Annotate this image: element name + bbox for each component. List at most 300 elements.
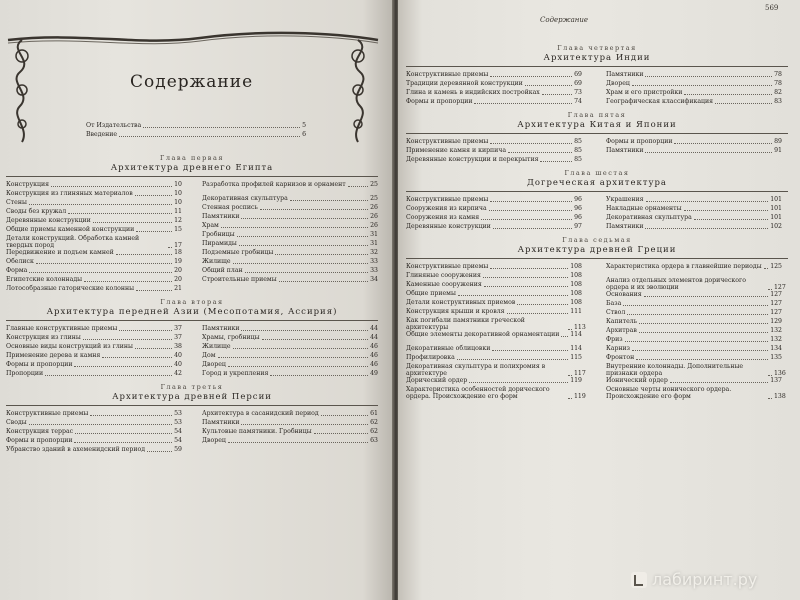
toc-entry-title: Капитель xyxy=(606,318,638,325)
leader-dots xyxy=(568,329,572,330)
ornamental-header-bar xyxy=(0,30,384,48)
toc-entry-page: 53 xyxy=(174,410,182,417)
toc-entry-title: Формы и пропорции xyxy=(6,361,73,368)
chapter-rule xyxy=(6,176,378,177)
toc-entry[interactable] xyxy=(406,205,582,212)
leader-dots xyxy=(241,330,368,331)
toc-entry[interactable] xyxy=(202,361,378,368)
leader-dots xyxy=(348,186,368,187)
toc-entry-page: 115 xyxy=(570,354,582,361)
chapter-label: Глава седьмая xyxy=(562,236,632,244)
toc-entry[interactable] xyxy=(202,352,378,359)
leader-dots xyxy=(645,152,772,153)
leader-dots xyxy=(684,210,769,211)
left-page xyxy=(0,0,394,600)
toc-entry-page: 83 xyxy=(774,98,782,105)
leader-dots xyxy=(540,161,572,162)
running-title: Содержание xyxy=(540,16,589,24)
toc-entry[interactable] xyxy=(406,223,582,230)
toc-entry-title: Дом xyxy=(202,352,216,359)
toc-entry[interactable] xyxy=(406,299,582,306)
toc-entry-page: 108 xyxy=(570,290,582,297)
toc-entry-page: 134 xyxy=(770,345,782,352)
toc-entry-page: 11 xyxy=(174,208,182,215)
leader-dots xyxy=(275,254,368,255)
toc-entry[interactable] xyxy=(86,131,306,138)
toc-entry-title: Гробницы xyxy=(202,231,235,238)
toc-entry-title: Храм xyxy=(202,222,219,229)
toc-entry-title: Стенная роспись xyxy=(202,204,258,211)
toc-entry-title: Пропорции xyxy=(6,370,44,377)
toc-entry-title: Сооружения из камня xyxy=(406,214,480,221)
toc-entry[interactable] xyxy=(202,267,378,274)
toc-entry-title: Деревянные конструкции и перекрытия xyxy=(406,156,539,163)
toc-entry-page: 111 xyxy=(570,308,582,315)
toc-entry-title: Географическая классификация xyxy=(606,98,714,105)
toc-entry[interactable] xyxy=(6,361,182,368)
toc-entry[interactable] xyxy=(606,263,782,270)
toc-entry-title: Конструктивные приемы xyxy=(406,138,489,145)
leader-dots xyxy=(228,442,368,443)
leader-dots xyxy=(639,323,768,324)
leader-dots xyxy=(29,272,172,273)
toc-entry-title: Конструкция крыши и кровля xyxy=(406,308,505,315)
chapter-title: Догреческая архитектура xyxy=(526,178,668,188)
toc-entry-title: Общие приемы xyxy=(406,290,456,297)
toc-entry[interactable] xyxy=(6,343,182,350)
toc-entry[interactable] xyxy=(406,263,582,270)
toc-entry[interactable] xyxy=(606,291,782,298)
leader-dots xyxy=(469,382,568,383)
toc-entry-title: Конструкция из глиняных материалов xyxy=(6,190,133,197)
toc-entry[interactable] xyxy=(606,309,782,316)
toc-entry[interactable] xyxy=(6,419,182,426)
toc-entry[interactable] xyxy=(406,147,582,154)
toc-entry-page: 69 xyxy=(574,80,582,87)
chapter-rule xyxy=(6,320,378,321)
leader-dots xyxy=(321,415,368,416)
toc-entry[interactable] xyxy=(606,345,782,352)
toc-entry-title: Конструктивные приемы xyxy=(406,196,489,203)
leader-dots xyxy=(694,219,768,220)
toc-entry-page: 138 xyxy=(774,393,786,400)
toc-entry[interactable] xyxy=(406,80,582,87)
leader-dots xyxy=(29,424,172,425)
leader-dots xyxy=(45,375,172,376)
toc-entry[interactable] xyxy=(606,71,782,78)
leader-dots xyxy=(632,85,772,86)
leader-dots xyxy=(74,366,172,367)
toc-entry-page: 21 xyxy=(174,285,182,292)
toc-entry[interactable] xyxy=(606,223,782,230)
chapter-title: Архитектура передней Азии (Месопотамия, Ассирия) xyxy=(46,307,338,317)
toc-entry-title: Формы и пропорции xyxy=(6,437,73,444)
toc-entry-page: 40 xyxy=(174,361,182,368)
toc-entry[interactable] xyxy=(202,343,378,350)
toc-entry-page: 5 xyxy=(302,122,306,129)
leader-dots xyxy=(490,143,572,144)
toc-entry[interactable] xyxy=(606,318,782,325)
leader-dots xyxy=(457,359,568,360)
toc-entry-title: Архитрав xyxy=(606,327,637,334)
leader-dots xyxy=(262,339,369,340)
toc-entry-page: 12 xyxy=(174,217,182,224)
chapter-rule xyxy=(406,258,788,259)
leader-dots xyxy=(36,263,172,264)
toc-entry-title: Храм и его пристройки xyxy=(606,89,683,96)
toc-entry[interactable] xyxy=(606,80,782,87)
leader-dots xyxy=(119,136,300,137)
toc-entry[interactable] xyxy=(6,258,182,265)
toc-entry[interactable] xyxy=(406,345,582,352)
toc-entry-page: 127 xyxy=(770,291,782,298)
leader-dots xyxy=(474,103,572,104)
toc-entry[interactable] xyxy=(606,214,782,221)
toc-entry-title: Конструктивные приемы xyxy=(406,263,489,270)
toc-entry[interactable] xyxy=(202,276,378,283)
toc-entry-title: Декоративная скульптура xyxy=(606,214,692,221)
toc-entry-title: Сооружения из кирпича xyxy=(406,205,487,212)
toc-entry-title: Конструкция террас xyxy=(6,428,74,435)
toc-entry-title: Разработка профилей карнизов и орнамент xyxy=(202,181,346,188)
toc-entry[interactable] xyxy=(406,272,582,279)
toc-entry-page: 26 xyxy=(370,204,378,211)
toc-entry[interactable] xyxy=(6,410,182,417)
toc-entry-page: 26 xyxy=(370,213,378,220)
leader-dots xyxy=(458,295,568,296)
toc-entry[interactable] xyxy=(202,334,378,341)
toc-entry-page: 46 xyxy=(370,361,378,368)
toc-entry-page: 46 xyxy=(370,343,378,350)
chapter-title: Архитектура древней Персии xyxy=(112,392,272,402)
toc-entry[interactable] xyxy=(606,89,782,96)
leader-dots xyxy=(623,305,768,306)
toc-title: Содержание xyxy=(130,72,254,92)
leader-dots xyxy=(632,350,768,351)
right-ornament-icon xyxy=(340,36,376,146)
leader-dots xyxy=(143,127,300,128)
toc-entry-page: 127 xyxy=(770,309,782,316)
toc-entry[interactable] xyxy=(406,156,582,163)
toc-entry-title: Детали конструктивных приемов xyxy=(406,299,516,306)
leader-dots xyxy=(674,143,772,144)
toc-entry[interactable] xyxy=(406,71,582,78)
toc-entry-page: 20 xyxy=(174,276,182,283)
toc-entry[interactable] xyxy=(202,204,378,211)
toc-entry[interactable] xyxy=(6,370,182,377)
toc-entry[interactable] xyxy=(202,437,378,444)
toc-entry-title: Характеристика ордера в главнейшие периоды xyxy=(606,263,762,270)
toc-entry-page: 108 xyxy=(570,272,582,279)
toc-entry-title: Город и укрепления xyxy=(202,370,269,377)
toc-entry-title: Стены xyxy=(6,199,27,206)
toc-entry-title: Как погибали памятники греческой архитектуры xyxy=(406,317,525,331)
toc-entry[interactable] xyxy=(406,331,582,338)
toc-entry-title: Формы и пропорции xyxy=(606,138,673,145)
toc-entry[interactable] xyxy=(406,308,582,315)
leader-dots xyxy=(493,228,572,229)
toc-entry[interactable] xyxy=(606,147,782,154)
toc-entry-title: Жилище xyxy=(202,343,231,350)
toc-entry[interactable] xyxy=(406,196,582,203)
leader-dots xyxy=(237,236,368,237)
toc-entry[interactable] xyxy=(406,138,582,145)
toc-entry-page: 85 xyxy=(574,156,582,163)
toc-entry[interactable] xyxy=(202,410,378,417)
leader-dots xyxy=(147,451,172,452)
toc-entry-page: 73 xyxy=(574,89,582,96)
toc-entry[interactable] xyxy=(406,317,586,331)
toc-entry[interactable] xyxy=(6,199,182,206)
toc-entry-page: 10 xyxy=(174,199,182,206)
toc-entry[interactable] xyxy=(606,277,786,291)
toc-entry[interactable] xyxy=(6,437,182,444)
leader-dots xyxy=(136,290,172,291)
toc-entry[interactable] xyxy=(406,386,586,400)
toc-entry-page: 101 xyxy=(770,205,782,212)
toc-entry[interactable] xyxy=(202,181,378,188)
toc-entry[interactable] xyxy=(6,334,182,341)
toc-entry-title: Общий план xyxy=(202,267,243,274)
toc-entry-title: Декоративная скульптура и полихромия в архитектуре xyxy=(406,363,546,377)
toc-entry[interactable] xyxy=(606,196,782,203)
toc-entry[interactable] xyxy=(6,276,182,283)
toc-entry-title: Передвижение и подъем камней xyxy=(6,249,114,256)
leader-dots xyxy=(279,281,368,282)
toc-entry-page: 82 xyxy=(774,89,782,96)
toc-entry[interactable] xyxy=(6,352,182,359)
toc-entry[interactable] xyxy=(202,419,378,426)
toc-entry[interactable] xyxy=(606,205,782,212)
toc-entry[interactable] xyxy=(606,98,782,105)
toc-entry[interactable] xyxy=(606,300,782,307)
leader-dots xyxy=(644,296,768,297)
toc-entry[interactable] xyxy=(406,214,582,221)
leader-dots xyxy=(218,357,369,358)
leader-dots xyxy=(670,382,768,383)
toc-entry[interactable] xyxy=(6,267,182,274)
toc-entry-page: 40 xyxy=(174,352,182,359)
toc-entry-page: 42 xyxy=(174,370,182,377)
toc-entry[interactable] xyxy=(606,377,782,384)
toc-entry[interactable] xyxy=(406,354,582,361)
toc-entry-title: Введение xyxy=(86,131,118,138)
toc-entry[interactable] xyxy=(406,363,586,377)
toc-entry-page: 61 xyxy=(370,410,378,417)
toc-entry[interactable] xyxy=(406,290,582,297)
toc-entry-page: 15 xyxy=(174,226,182,233)
chapter-label: Глава четвертая xyxy=(557,44,637,52)
toc-entry[interactable] xyxy=(406,89,582,96)
leader-dots xyxy=(136,231,172,232)
toc-entry-title: Обелиск xyxy=(6,258,34,265)
toc-entry[interactable] xyxy=(202,195,378,202)
toc-entry-page: 18 xyxy=(174,249,182,256)
toc-entry-page: 125 xyxy=(770,263,782,270)
toc-entry[interactable] xyxy=(6,446,182,453)
toc-entry-page: 62 xyxy=(370,419,378,426)
leader-dots xyxy=(507,313,569,314)
toc-entry-title: Формы и пропорции xyxy=(406,98,473,105)
leader-dots xyxy=(568,398,572,399)
toc-entry[interactable] xyxy=(606,363,786,377)
toc-entry-title: Фронтон xyxy=(606,354,635,361)
toc-entry-title: Храмы, гробницы xyxy=(202,334,260,341)
toc-entry[interactable] xyxy=(6,285,182,292)
toc-entry-page: 89 xyxy=(774,138,782,145)
toc-entry-page: 31 xyxy=(370,240,378,247)
toc-entry[interactable] xyxy=(202,231,378,238)
toc-entry[interactable] xyxy=(406,98,582,105)
leader-dots xyxy=(241,218,368,219)
leader-dots xyxy=(233,263,369,264)
toc-entry-title: Общие элементы декоративной орнаментации xyxy=(406,331,560,338)
toc-entry-page: 96 xyxy=(574,214,582,221)
toc-entry-title: Декоративная скульптура xyxy=(202,195,288,202)
toc-entry-title: Конструктивные приемы xyxy=(406,71,489,78)
leader-dots xyxy=(684,94,772,95)
toc-entry[interactable] xyxy=(6,226,182,233)
toc-entry[interactable] xyxy=(606,327,782,334)
leader-dots xyxy=(233,348,369,349)
toc-entry-page: 59 xyxy=(174,446,182,453)
toc-entry-page: 54 xyxy=(174,437,182,444)
chapter-label: Глава третья xyxy=(160,383,224,391)
toc-entry[interactable] xyxy=(202,325,378,332)
toc-entry[interactable] xyxy=(606,138,782,145)
toc-entry[interactable] xyxy=(6,235,182,249)
toc-entry[interactable] xyxy=(202,258,378,265)
toc-entry-title: Деревянные конструкции xyxy=(6,217,91,224)
toc-entry-page: 69 xyxy=(574,71,582,78)
toc-entry[interactable] xyxy=(202,370,378,377)
leader-dots xyxy=(93,222,172,223)
toc-entry-title: Каменные сооружения xyxy=(406,281,482,288)
leader-dots xyxy=(645,228,768,229)
leader-dots xyxy=(492,350,568,351)
toc-entry[interactable] xyxy=(6,217,182,224)
toc-entry-title: Деревянные конструкции xyxy=(406,223,491,230)
toc-entry-title: Пирамиды xyxy=(202,240,237,247)
toc-entry-title: Профилировка xyxy=(406,354,455,361)
toc-entry-title: Фриз xyxy=(606,336,623,343)
toc-entry-page: 114 xyxy=(570,345,582,352)
toc-entry[interactable] xyxy=(406,281,582,288)
toc-entry-page: 97 xyxy=(574,223,582,230)
toc-entry-page: 33 xyxy=(370,267,378,274)
toc-entry-page: 10 xyxy=(174,190,182,197)
toc-entry[interactable] xyxy=(606,386,786,400)
toc-entry-title: Внутренние колоннады. Дополнительные признаки ордера xyxy=(606,363,744,377)
toc-entry-page: 129 xyxy=(770,318,782,325)
toc-entry-page: 78 xyxy=(774,80,782,87)
toc-entry-page: 6 xyxy=(302,131,306,138)
leader-dots xyxy=(490,76,572,77)
toc-entry-page: 91 xyxy=(774,147,782,154)
chapter-label: Глава пятая xyxy=(567,111,627,119)
toc-entry-title: Дворец xyxy=(202,361,226,368)
toc-entry-title: Дорический ордер xyxy=(406,377,468,384)
toc-entry-page: 127 xyxy=(774,284,786,291)
toc-entry-title: Культовые памятники. Гробницы xyxy=(202,428,312,435)
leader-dots xyxy=(270,375,368,376)
left-ornament-icon xyxy=(4,36,40,146)
toc-entry-page: 85 xyxy=(574,147,582,154)
leader-dots xyxy=(51,186,172,187)
toc-entry[interactable] xyxy=(202,240,378,247)
toc-entry-page: 127 xyxy=(770,300,782,307)
toc-entry-title: Традиции деревянной конструкции xyxy=(406,80,523,87)
toc-entry-page: 10 xyxy=(174,181,182,188)
leader-dots xyxy=(83,339,172,340)
leader-dots xyxy=(627,314,768,315)
toc-entry[interactable] xyxy=(6,325,182,332)
toc-entry-page: 137 xyxy=(770,377,782,384)
toc-entry-title: Дворец xyxy=(606,80,630,87)
toc-entry-title: Глина и камень в индийских постройках xyxy=(406,89,540,96)
toc-entry-title: Декоративные облицовки xyxy=(406,345,491,352)
leader-dots xyxy=(90,415,172,416)
toc-entry-page: 19 xyxy=(174,258,182,265)
toc-entry-page: 132 xyxy=(770,336,782,343)
watermark: лабиринт.ру xyxy=(652,570,758,589)
toc-entry-page: 46 xyxy=(370,352,378,359)
toc-entry-title: Памятники xyxy=(202,325,240,332)
toc-entry-page: 85 xyxy=(574,138,582,145)
toc-entry-page: 62 xyxy=(370,428,378,435)
toc-entry-title: Украшения xyxy=(606,196,644,203)
toc-entry-title: Форма xyxy=(6,267,28,274)
toc-entry[interactable] xyxy=(86,122,306,129)
toc-entry-page: 74 xyxy=(574,98,582,105)
leader-dots xyxy=(542,94,572,95)
toc-entry[interactable] xyxy=(6,190,182,197)
toc-entry-title: Карниз xyxy=(606,345,631,352)
toc-entry[interactable] xyxy=(202,222,378,229)
leader-dots xyxy=(68,213,172,214)
leader-dots xyxy=(75,433,172,434)
leader-dots xyxy=(646,201,769,202)
leader-dots xyxy=(314,433,368,434)
leader-dots xyxy=(639,332,768,333)
toc-entry-page: 136 xyxy=(774,370,786,377)
toc-entry[interactable] xyxy=(606,354,782,361)
leader-dots xyxy=(764,268,769,269)
chapter-rule xyxy=(406,191,788,192)
toc-entry[interactable] xyxy=(202,249,378,256)
toc-entry-title: Памятники xyxy=(202,419,240,426)
toc-entry[interactable] xyxy=(202,213,378,220)
leader-dots xyxy=(135,348,172,349)
chapter-rule xyxy=(406,133,788,134)
leader-dots xyxy=(290,200,368,201)
leader-dots xyxy=(568,375,572,376)
toc-entry[interactable] xyxy=(406,377,582,384)
toc-entry-page: 135 xyxy=(770,354,782,361)
leader-dots xyxy=(260,209,368,210)
toc-entry[interactable] xyxy=(606,336,782,343)
chapter-rule xyxy=(406,66,788,67)
toc-entry-title: Применение дерева и камня xyxy=(6,352,101,359)
chapter-title: Архитектура Индии xyxy=(543,53,651,63)
toc-entry[interactable] xyxy=(6,428,182,435)
toc-entry[interactable] xyxy=(6,249,182,256)
toc-entry[interactable] xyxy=(6,181,182,188)
toc-entry[interactable] xyxy=(202,428,378,435)
toc-entry-page: 63 xyxy=(370,437,378,444)
leader-dots xyxy=(483,277,568,278)
toc-entry[interactable] xyxy=(6,208,182,215)
